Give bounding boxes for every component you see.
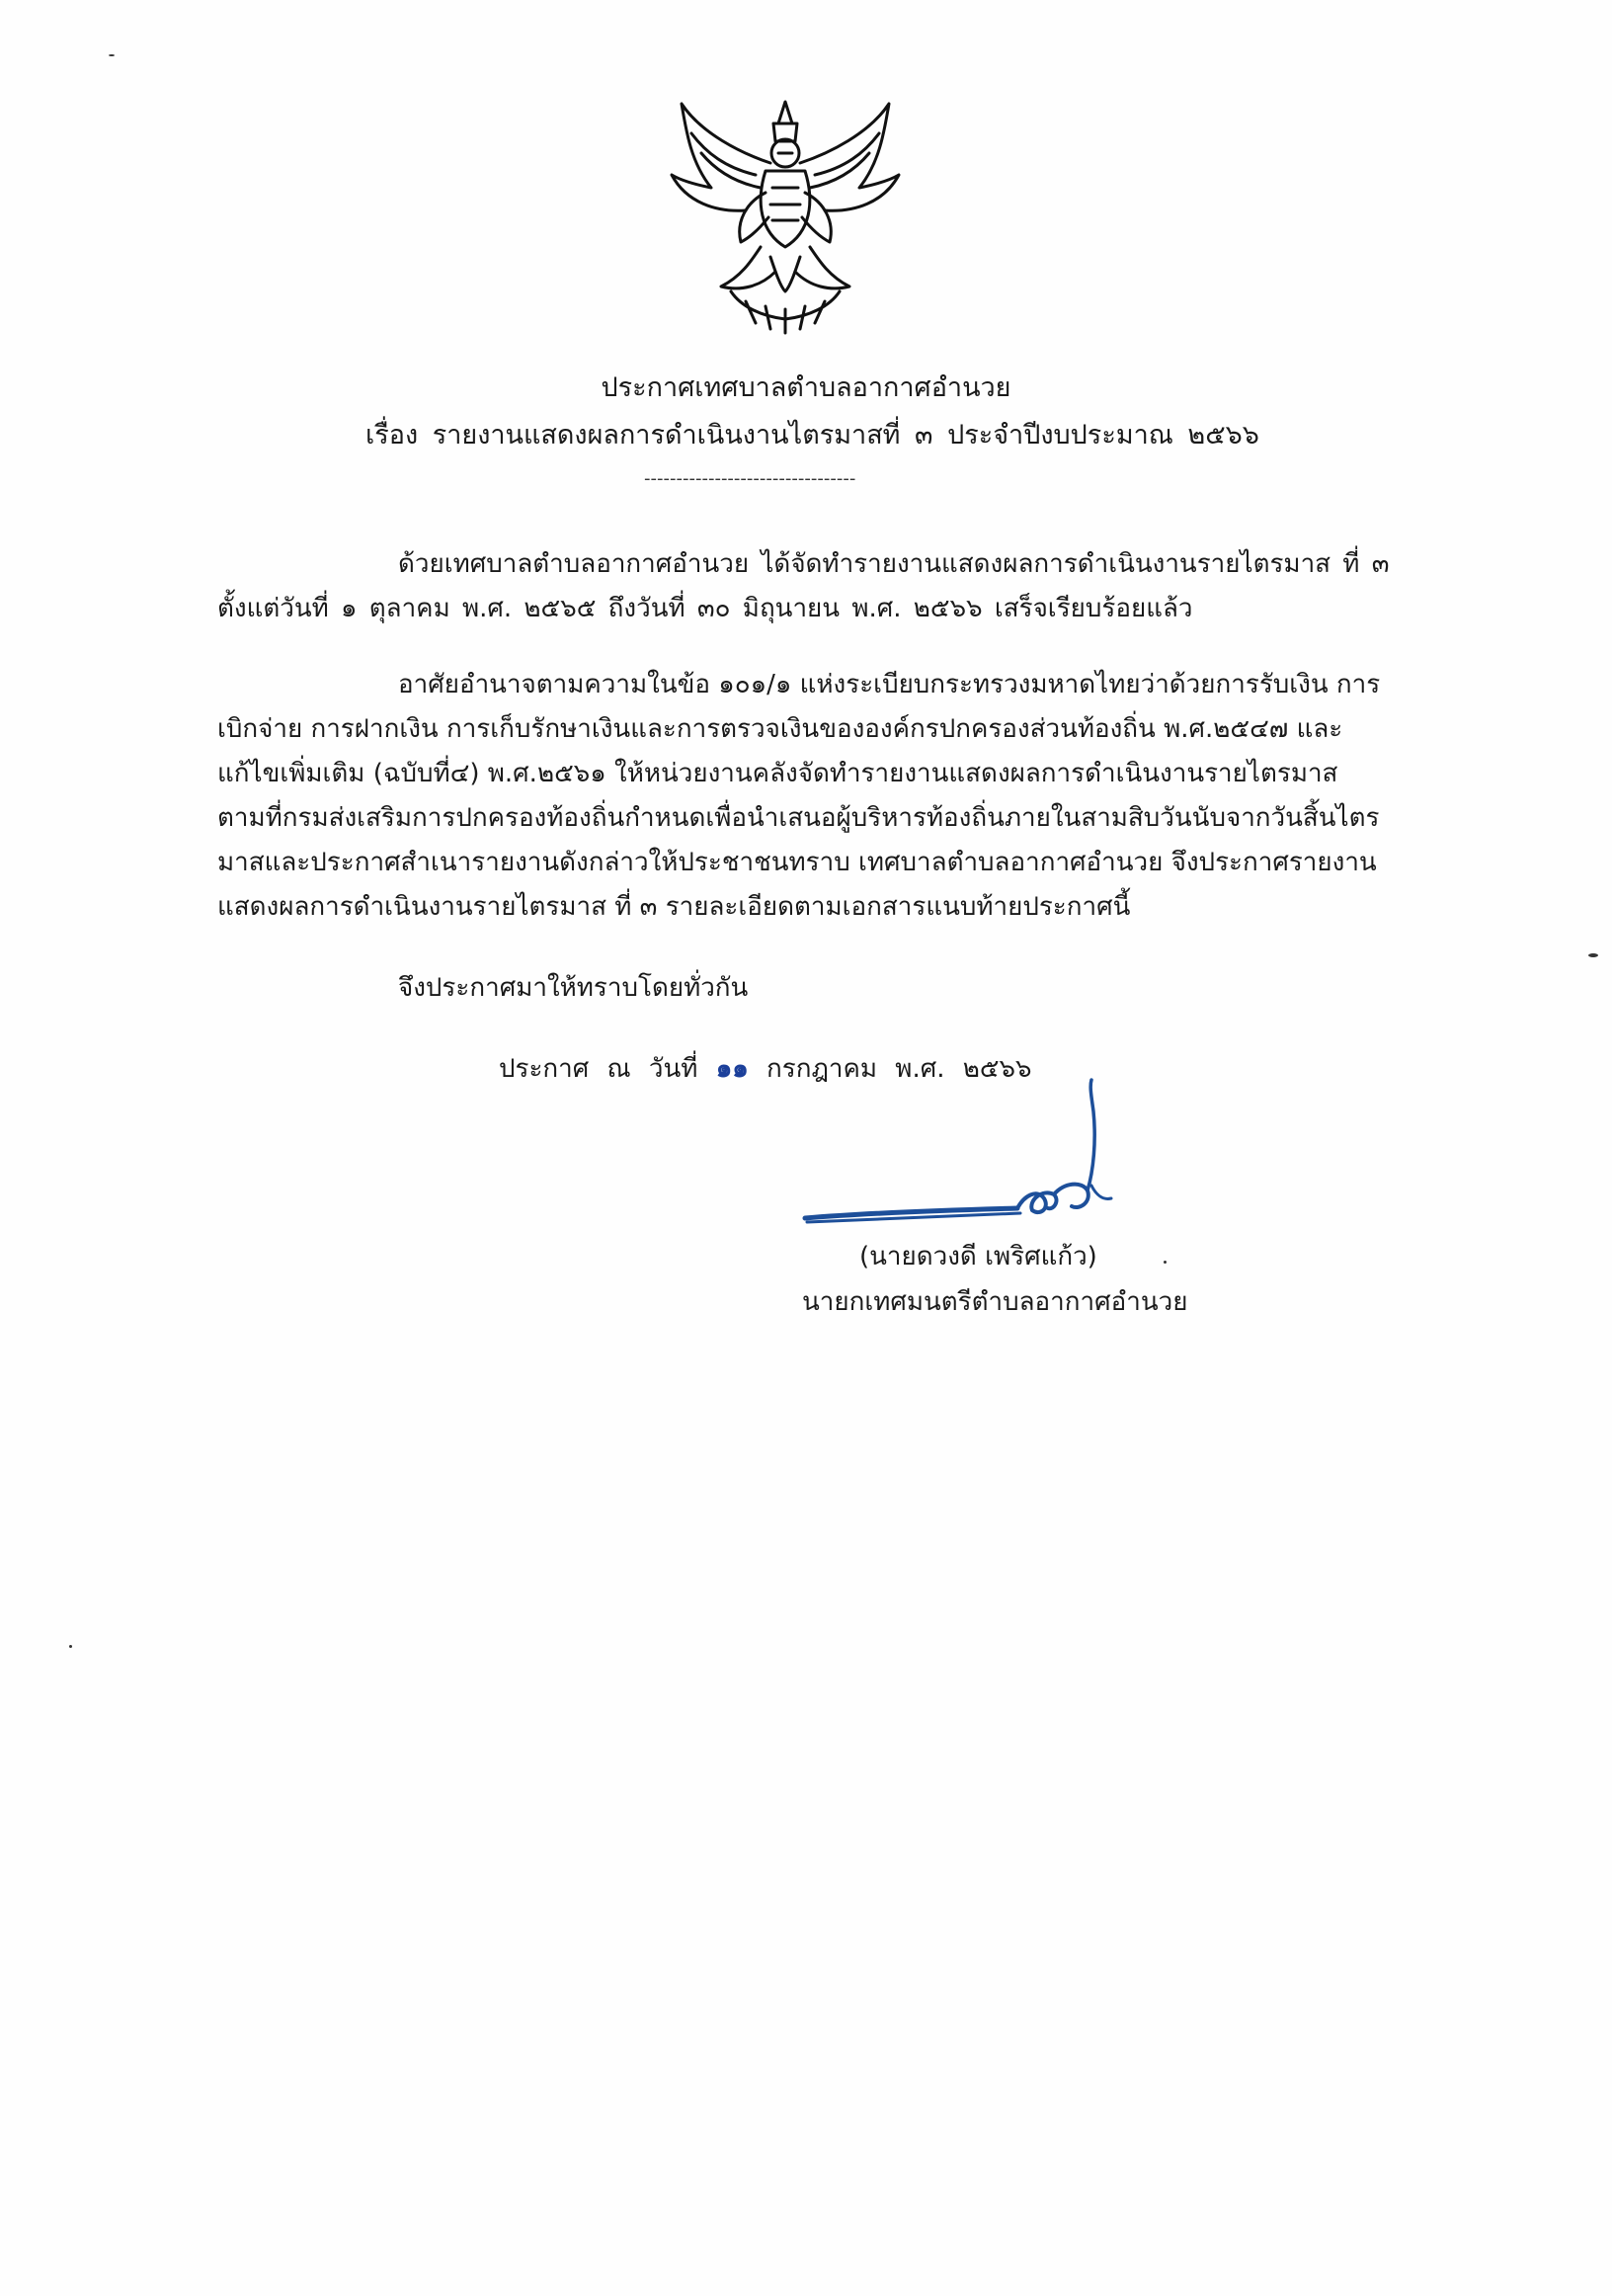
date-day-handwritten: ๑๑ <box>715 1054 749 1084</box>
paragraph1-line: ตั้งแต่วันที่ ๑ ตุลาคม พ.ศ. ๒๕๖๕ ถึงวันที่ ๓๐ มิถุนายน พ.ศ. ๒๕๖๖ เสร็จเรียบร้อยแล้ว <box>217 594 1193 623</box>
paragraph2-line: ตามที่กรมส่งเสริมการปกครองท้องถิ่นกำหนดเพื่อนำเสนอผู้บริหารท้องถิ่นภายในสามสิบวันนับจากวันสิ้นไตร <box>217 803 1380 833</box>
signer-name: (นายดวงดี เพริศแก้ว) <box>859 1242 1097 1271</box>
scan-speck <box>1164 1261 1167 1264</box>
scan-speck <box>1588 953 1598 957</box>
announcement-subject: เรื่อง รายงานแสดงผลการดำเนินงานไตรมาสที่ ๓ ประจำปีงบประมาณ ๒๕๖๖ <box>365 420 1259 451</box>
closing-line: จึงประกาศมาให้ทราบโดยทั่วกัน <box>398 973 749 1003</box>
paragraph2-line: แก้ไขเพิ่มเติม (ฉบับที่๔) พ.ศ.๒๕๖๑ ให้หน่วยงานคลังจัดทำรายงานแสดงผลการดำเนินงานรายไตรมาส <box>217 759 1338 788</box>
scan-speck <box>69 1645 72 1648</box>
garuda-emblem-icon <box>662 94 909 341</box>
paragraph1-line: ด้วยเทศบาลตำบลอากาศอำนวย ได้จัดทำรายงานแสดงผลการดำเนินงานรายไตรมาส ที่ ๓ <box>398 549 1390 579</box>
signer-title: นายกเทศมนตรีตำบลอากาศอำนวย <box>802 1287 1188 1317</box>
date-prefix: ประกาศ ณ วันที่ <box>499 1054 698 1084</box>
scan-speck <box>109 54 115 56</box>
date-suffix: กรกฎาคม พ.ศ. ๒๕๖๖ <box>766 1054 1032 1084</box>
header-divider: --------------------------------- <box>644 468 856 489</box>
paragraph2-line: มาสและประกาศสำเนารายงานดังกล่าวให้ประชาชนทราบ เทศบาลตำบลอากาศอำนวย จึงประกาศรายงาน <box>217 848 1377 877</box>
paragraph2-line: อาศัยอำนาจตามความในข้อ ๑๐๑/๑ แห่งระเบียบกระทรวงมหาดไทยว่าด้วยการรับเงิน การ <box>398 670 1381 699</box>
announcement-title: ประกาศเทศบาลตำบลอากาศอำนวย <box>601 372 1011 403</box>
paragraph2-line: เบิกจ่าย การฝากเงิน การเก็บรักษาเงินและการตรวจเงินขององค์กรปกครองส่วนท้องถิ่น พ.ศ.๒๕๔๗ และ <box>217 714 1343 744</box>
paragraph2-line: แสดงผลการดำเนินงานรายไตรมาส ที่ ๓ รายละเอียดตามเอกสารแนบท้ายประกาศนี้ <box>217 892 1131 922</box>
handwritten-signature <box>795 1072 1146 1245</box>
